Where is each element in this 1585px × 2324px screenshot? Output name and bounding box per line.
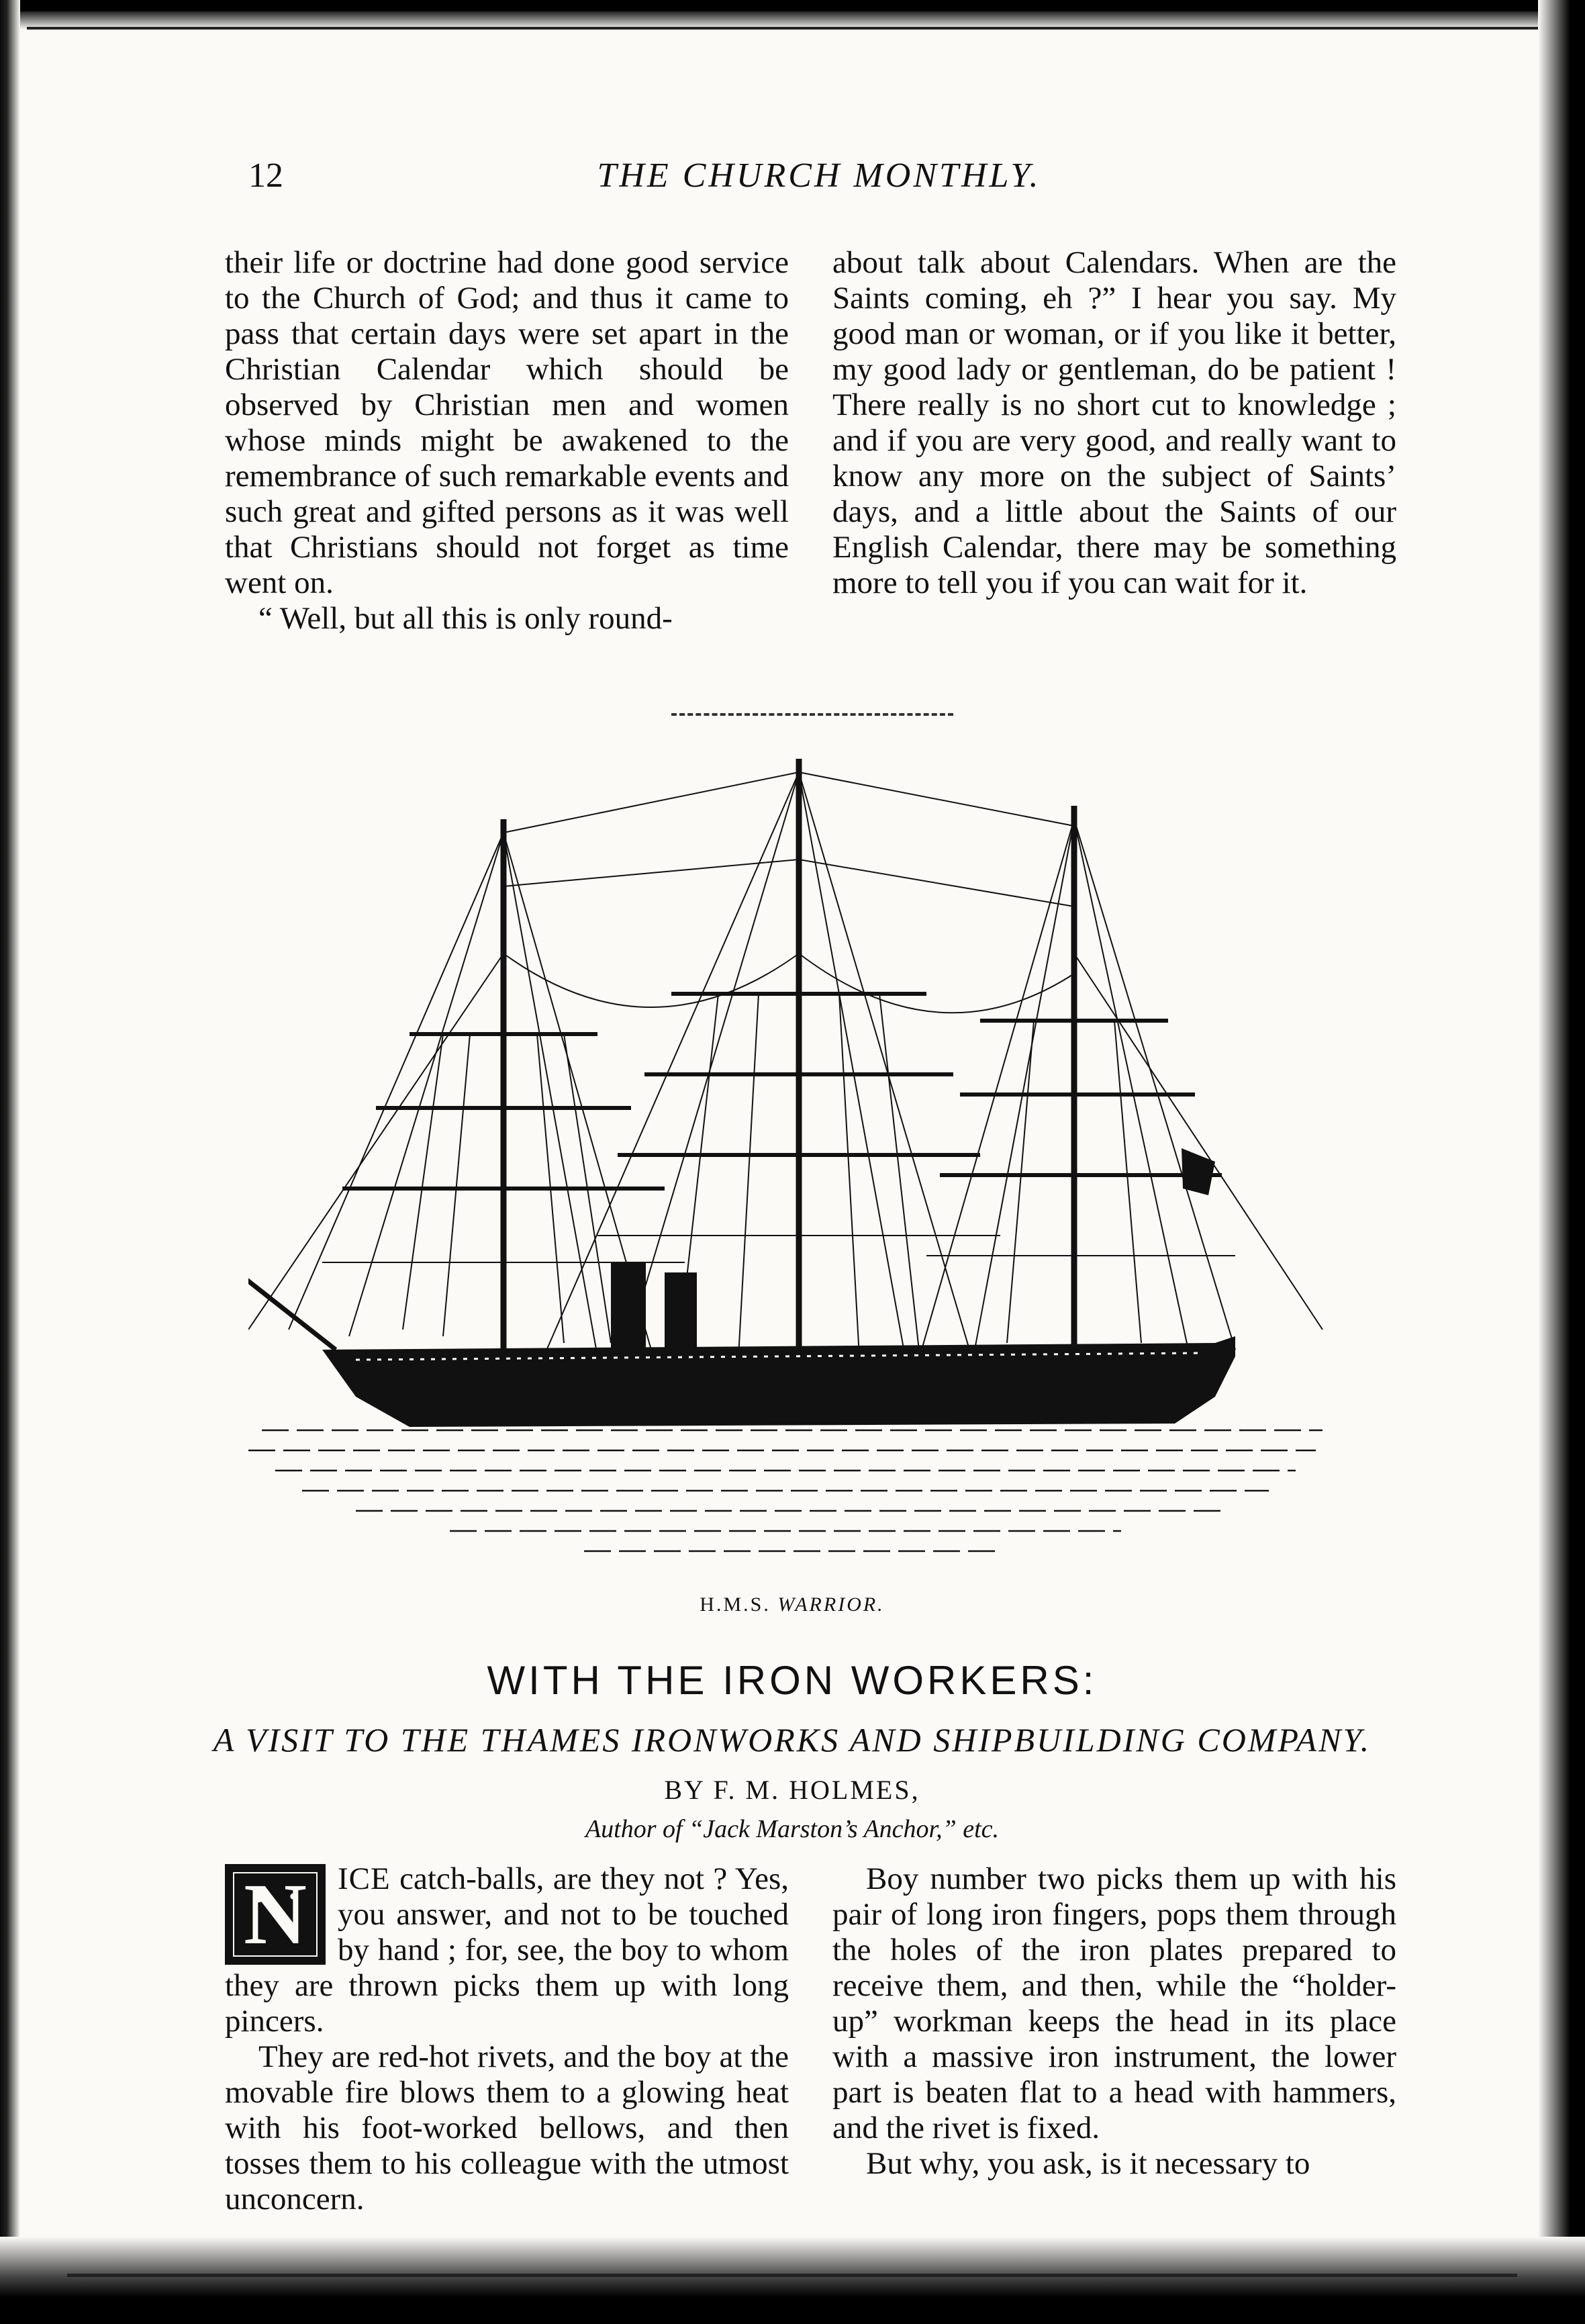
paragraph [225,1861,789,2039]
scan-rule-top [27,27,1544,30]
page-number: 12 [248,156,283,195]
scan-rule-bottom [67,2274,1517,2277]
article-subtitle: A VISIT TO THE THAMES IRONWORKS AND SHIPBUILDING COMPANY. [213,1721,1372,1759]
article-right-column [832,1861,1396,2182]
article-left-column [225,1861,789,2217]
scan-edge-left [0,0,20,2324]
paragraph: Boy number two picks them up with his pair of long iron fingers, pops them through the holes of the iron plates prepared to receive them, and then, while the “holder-up” workman keeps the head in its place with a massive iron instrument, the lower part is beaten flat to a head with hammers, and the rivet is fixed. [832,1861,1396,2145]
ship-engraving-icon [248,752,1336,1585]
scan-edge-right [1538,0,1585,2324]
paragraph: They are red-hot rivets, and the boy at the movable fire blows them to a glowing heat with his foot-worked bellows, and then tosses them to his colleague with the utmost unconcern. [225,2039,789,2217]
drop-cap-rest: ICE [338,1861,391,1896]
author-note: Author of “Jack Marston’s Anchor,” etc. [585,1815,1000,1843]
paragraph: But why, you ask, is it necessary to [866,2146,1310,2181]
caption-ship-name: WARRIOR. [777,1593,885,1616]
top-right-column [832,245,1396,601]
drop-cap-letter: N [244,1866,307,1963]
scan-edge-bottom [0,2237,1585,2324]
ship-illustration [248,752,1336,1585]
byline: BY F. M. HOLMES, [664,1775,920,1805]
journal-title: THE CHURCH MONTHLY. [597,156,1041,195]
paragraph: “ Well, but all this is only round- [258,601,673,636]
top-left-column [225,245,789,637]
article-title: WITH THE IRON WORKERS: [487,1658,1098,1703]
figure-caption [604,1593,980,1616]
running-head [248,156,1390,210]
paragraph: about talk about Calendars. When are the Saints coming, eh ?” I hear you say. My good man or woman, or if you like it better, my good lady or gentleman, do be patient ! There really is no short cut to knowledge ; and if you are very good, and really want to know any more on the subject of Saints’ days, and a little about the Saints of our English Calendar, there may be something more to tell you if you can wait for it. [832,245,1396,600]
drop-cap [225,1864,326,1965]
paragraph: their life or doctrine had done good service to the Church of God; and thus it came to pass that certain days were set apart in the Christian Calendar which should be observed by Christian men and women whose minds might be awakened to the remembrance of such remarkable events and such great and gifted persons as it was well that Christians should not forget as time went on. [225,245,789,600]
paragraph-text: catch-balls, are they not ? Yes, you answer, and not to be touched by hand ; for, see, the boy to whom they are thrown picks them up with long pincers. [225,1861,789,2039]
section-divider [671,713,953,718]
caption-prefix: H.M.S. [700,1593,771,1616]
scan-edge-top [0,0,1585,30]
